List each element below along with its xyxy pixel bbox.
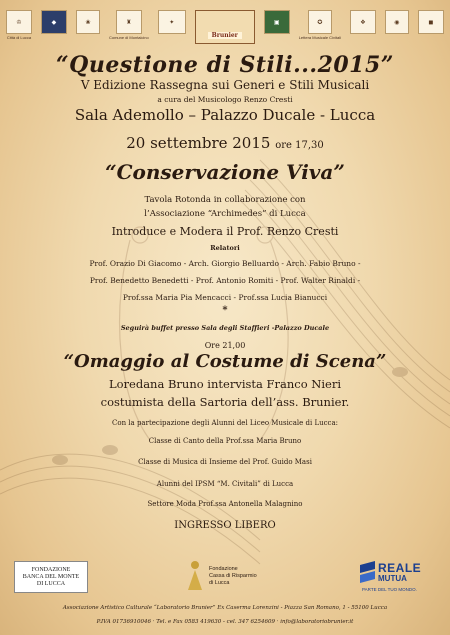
emblem-icon: ◉: [385, 10, 409, 34]
sponsor-fondazione-line-1: FONDAZIONE: [31, 566, 71, 573]
logo-10: [385, 10, 409, 34]
event-time: ore 17,30: [275, 140, 324, 151]
sponsor-fondazione-banca-monte: [14, 561, 88, 593]
emblem-icon: ◼: [418, 10, 444, 34]
entry-free: INGRESSO LIBERO: [174, 520, 276, 531]
footer-contact: P.IVA 01736910046 · Tel. e Fax 0583 419630 - cel. 347 6254609 · info@laboratoriobrunier.it: [96, 619, 354, 625]
event1-intro: Introduce e Modera il Prof. Renzo Cresti: [111, 225, 339, 238]
reale-mutua: MUTUA: [378, 574, 407, 583]
emblem-icon: ❀: [76, 10, 100, 34]
reale-tagline: PARTE DEL TUO MONDO.: [362, 587, 417, 592]
reale-mark-icon: [360, 561, 375, 583]
partner-logos-row: [6, 10, 444, 44]
emblem-icon: ❖: [350, 10, 376, 34]
separator-star: *: [222, 305, 228, 316]
relatori-line-1: Prof. Orazio Di Giacomo - Arch. Giorgio Belluardo - Arch. Fabio Bruno -: [89, 259, 361, 268]
participation-line: Con la partecipazione degli Alunni del Liceo Musicale di Lucca:: [112, 419, 338, 427]
sponsor-row: [14, 557, 436, 597]
crest-icon: ✪: [308, 10, 332, 34]
sponsor-reale-mutua: [360, 559, 440, 595]
edition-subtitle: V Edizione Rassegna sui Generi e Stili Musicali: [80, 78, 370, 92]
logo-brunier: [195, 10, 255, 44]
brunier-label: Brunier: [208, 32, 242, 39]
page-title: “Questione di Stili...2015”: [56, 52, 394, 78]
logo-11: [418, 10, 444, 34]
logo-comune-montalcino: ♜ Comune di Montalcino: [109, 10, 149, 40]
sponsor-fondazione-line-2: BANCA DEL MONTE: [22, 573, 80, 580]
figure-icon: [184, 559, 206, 593]
logo-9: [350, 10, 376, 34]
venue-line: Sala Ademollo – Palazzo Ducale - Lucca: [74, 106, 376, 124]
logo-liceo-civitali: ✪ Lettera Musicale Civitali: [299, 10, 341, 40]
curator-line: a cura del Musicologo Renzo Cresti: [157, 95, 293, 104]
relatori-line-2: Prof. Benedetto Benedetti - Prof. Antonio Romiti - Prof. Walter Rinaldi -: [89, 276, 361, 285]
logo-7: [264, 10, 290, 34]
event1-title: “Conservazione Viva”: [105, 160, 345, 184]
logo-2: [41, 10, 67, 34]
shield-icon: ◆: [41, 10, 67, 34]
relatori-label: Relatori: [210, 244, 240, 252]
logo-3: [76, 10, 100, 34]
event2-title: “Omaggio al Costume di Scena”: [63, 351, 387, 372]
crest-icon: ♔: [6, 10, 32, 34]
event2-time: Ore 21,00: [204, 341, 246, 350]
event1-line2: l’Associazione “Archimedes” di Lucca: [144, 209, 306, 219]
sponsor-cassa-line-2: Cassa di Risparmio: [209, 572, 257, 579]
logo-comune-lucca: ♔ Città di Lucca: [6, 10, 32, 40]
event2-line2: costumista della Sartoria dell’ass. Brunier.: [100, 395, 350, 409]
date-line: [0, 134, 450, 152]
buffet-note: Seguirà buffet presso Sala degli Staffieri -Palazzo Ducale: [120, 324, 330, 332]
sponsor-fondazione-line-3: DI LUCCA: [36, 580, 66, 587]
sponsor-cassa-text: [209, 566, 257, 587]
class-line-3: Alunni del IPSM “M. Civitali” di Lucca: [156, 480, 294, 488]
sponsor-cassa-risparmio: [184, 557, 274, 595]
reale-name: REALE: [378, 561, 422, 575]
footer-address: Associazione Artistico Culturale “Laboratorio Brunier” Ex Caserma Lorenzini - Piazza San Romano, 1 - 55100 Lucca: [62, 605, 388, 611]
logo-5: [158, 10, 186, 34]
event2-line1: Loredana Bruno intervista Franco Nieri: [108, 377, 342, 391]
emblem-icon: ▣: [264, 10, 290, 34]
crest-icon: ♜: [116, 10, 142, 34]
event-date: 20 settembre 2015: [126, 134, 271, 152]
class-line-2: Classe di Musica di Insieme del Prof. Guido Masi: [138, 458, 312, 466]
sponsor-cassa-line-1: Fondazione: [209, 565, 238, 572]
class-line-1: Classe di Canto della Prof.ssa Maria Bruno: [148, 437, 302, 445]
event1-line1: Tavola Rotonda in collaborazione con: [144, 195, 306, 205]
class-line-4: Settore Moda Prof.ssa Antonella Malagnino: [147, 500, 303, 508]
sponsor-cassa-line-3: di Lucca: [209, 579, 230, 586]
relatori-line-3: Prof.ssa Maria Pia Mencacci - Prof.ssa Lucia Bianucci: [122, 293, 328, 302]
emblem-icon: ✦: [158, 10, 186, 34]
